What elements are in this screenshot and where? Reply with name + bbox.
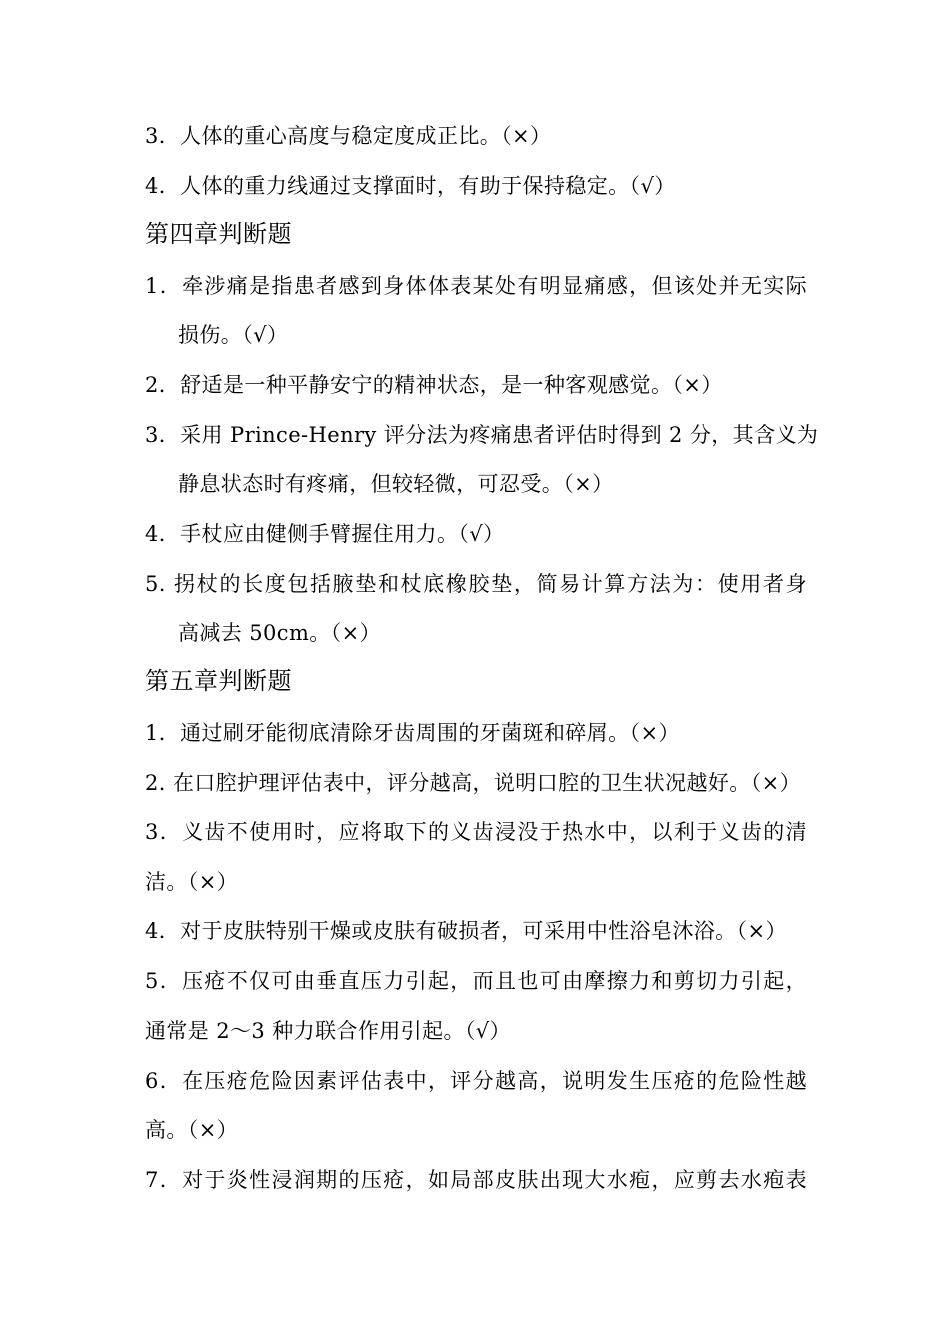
paragraph-line: 5. 拐杖的长度包括腋垫和杖底橡胶垫，简易计算方法为：使用者身: [145, 572, 807, 596]
paragraph-line: 洁。（×）: [145, 870, 239, 894]
section-heading: 第五章判断题: [145, 667, 292, 695]
paragraph-line: 2．舒适是一种平静安宁的精神状态，是一种客观感觉。（×）: [145, 373, 723, 397]
paragraph-line: 4．人体的重力线通过支撑面时，有助于保持稳定。（√）: [145, 174, 676, 198]
paragraph-line: 通常是 2～3 种力联合作用引起。（√）: [145, 1019, 511, 1043]
paragraph-line: 6．在压疮危险因素评估表中，评分越高，说明发生压疮的危险性越: [145, 1069, 807, 1093]
paragraph-line: 7．对于炎性浸润期的压疮，如局部皮肤出现大水疱，应剪去水疱表: [145, 1168, 807, 1192]
paragraph-line: 高。（×）: [145, 1118, 239, 1142]
paragraph-line: 4．对于皮肤特别干燥或皮肤有破损者，可采用中性浴皂沐浴。（×）: [145, 919, 787, 943]
paragraph-line: 1．通过刷牙能彻底清除牙齿周围的牙菌斑和碎屑。（×）: [145, 721, 680, 745]
paragraph-line: 1．牵涉痛是指患者感到身体体表某处有明显痛感，但该处并无实际: [145, 274, 807, 298]
paragraph-line: 3．采用 Prince-Henry 评分法为疼痛患者评估时得到 2 分，其含义为: [145, 423, 819, 447]
paragraph-line: 3．人体的重心高度与稳定度成正比。（×）: [145, 124, 552, 148]
paragraph-line: 2. 在口腔护理评估表中，评分越高，说明口腔的卫生状况越好。（×）: [145, 771, 802, 795]
paragraph-line: 损伤。（√）: [178, 323, 289, 347]
paragraph-line: 5．压疮不仅可由垂直压力引起，而且也可由摩擦力和剪切力引起，: [145, 969, 807, 993]
section-heading: 第四章判断题: [145, 220, 292, 248]
paragraph-line: 4．手杖应由健侧手臂握住用力。（√）: [145, 522, 505, 546]
paragraph-line: 高减去 50cm。（×）: [178, 621, 381, 645]
paragraph-line: 3．义齿不使用时，应将取下的义齿浸没于热水中，以利于义齿的清: [145, 820, 807, 844]
paragraph-line: 静息状态时有疼痛，但较轻微，可忍受。（×）: [178, 472, 614, 496]
